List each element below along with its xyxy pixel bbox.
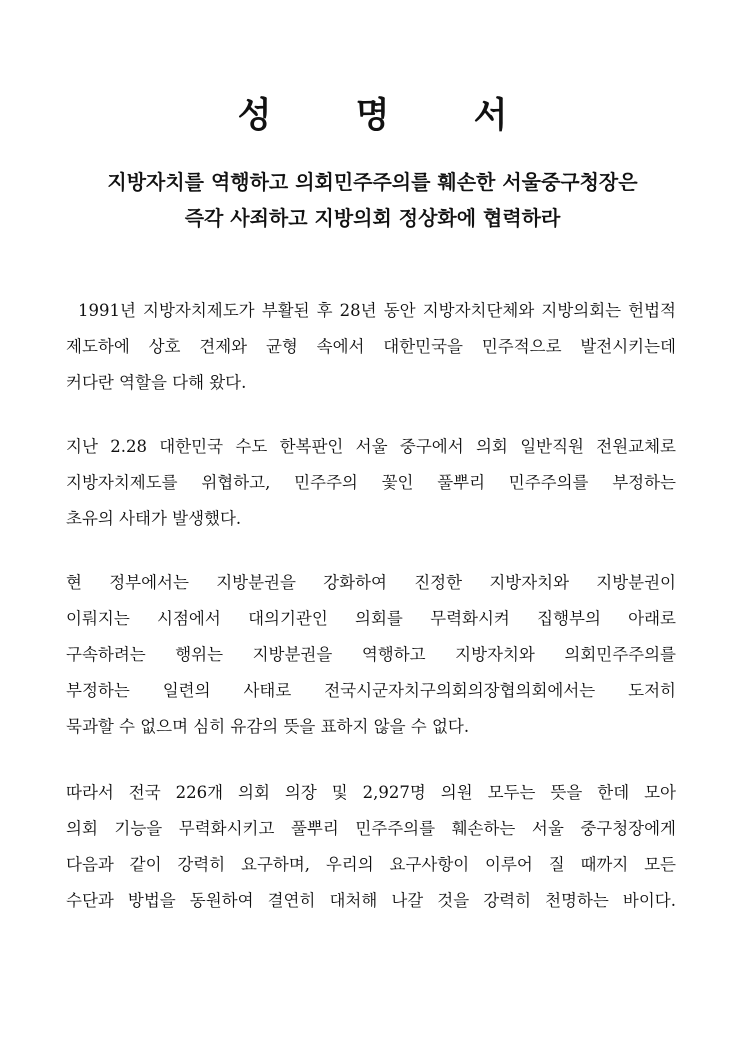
paragraph-line: 부정하는 일련의 사태로 전국시군자치구의회의장협의회에서는 도저히 bbox=[66, 681, 676, 700]
paragraph-line: 의회 기능을 무력화시키고 풀뿌리 민주주의를 훼손하는 서울 중구청장에게 bbox=[66, 819, 676, 838]
paragraph-line: 1991년 지방자치제도가 부활된 후 28년 동안 지방자치단체와 지방의회는 헌법적 bbox=[78, 301, 676, 320]
document-title: 성 명 서 bbox=[237, 96, 544, 136]
paragraph-line: 지방자치제도를 위협하고, 민주주의 꽃인 풀뿌리 민주주의를 부정하는 bbox=[66, 473, 676, 492]
paragraph-line: 이뤄지는 시점에서 대의기관인 의회를 무력화시켜 집행부의 아래로 bbox=[66, 609, 676, 628]
subtitle-line-2: 즉각 사죄하고 지방의회 정상화에 협력하라 bbox=[184, 206, 561, 230]
paragraph-line: 구속하려는 행위는 지방분권을 역행하고 지방자치와 의회민주주의를 bbox=[66, 645, 676, 664]
paragraph-2 bbox=[66, 429, 676, 537]
paragraph-3 bbox=[66, 565, 676, 745]
paragraph-line: 초유의 사태가 발생했다. bbox=[66, 509, 242, 528]
paragraph-line: 따라서 전국 226개 의회 의장 및 2,927명 의원 모두는 뜻을 한데 모아 bbox=[66, 783, 676, 802]
paragraph-line: 묵과할 수 없으며 심히 유감의 뜻을 표하지 않을 수 없다. bbox=[66, 717, 470, 736]
paragraph-line: 제도하에 상호 견제와 균형 속에서 대한민국을 민주적으로 발전시키는데 bbox=[66, 337, 676, 356]
paragraph-4 bbox=[66, 775, 676, 919]
subtitle-line-1: 지방자치를 역행하고 의회민주주의를 훼손한 서울중구청장은 bbox=[107, 170, 638, 194]
paragraph-line: 현 정부에서는 지방분권을 강화하여 진정한 지방자치와 지방분권이 bbox=[66, 573, 676, 592]
paragraph-line: 지난 2.28 대한민국 수도 한복판인 서울 중구에서 의회 일반직원 전원교체로 bbox=[66, 437, 676, 456]
paragraph-line: 다음과 같이 강력히 요구하며, 우리의 요구사항이 이루어 질 때까지 모든 bbox=[66, 855, 676, 874]
paragraph-line: 수단과 방법을 동원하여 결연히 대처해 나갈 것을 강력히 천명하는 바이다. bbox=[66, 891, 676, 910]
paragraph-line: 커다란 역할을 다해 왔다. bbox=[66, 373, 247, 392]
paragraph-1 bbox=[66, 293, 676, 401]
